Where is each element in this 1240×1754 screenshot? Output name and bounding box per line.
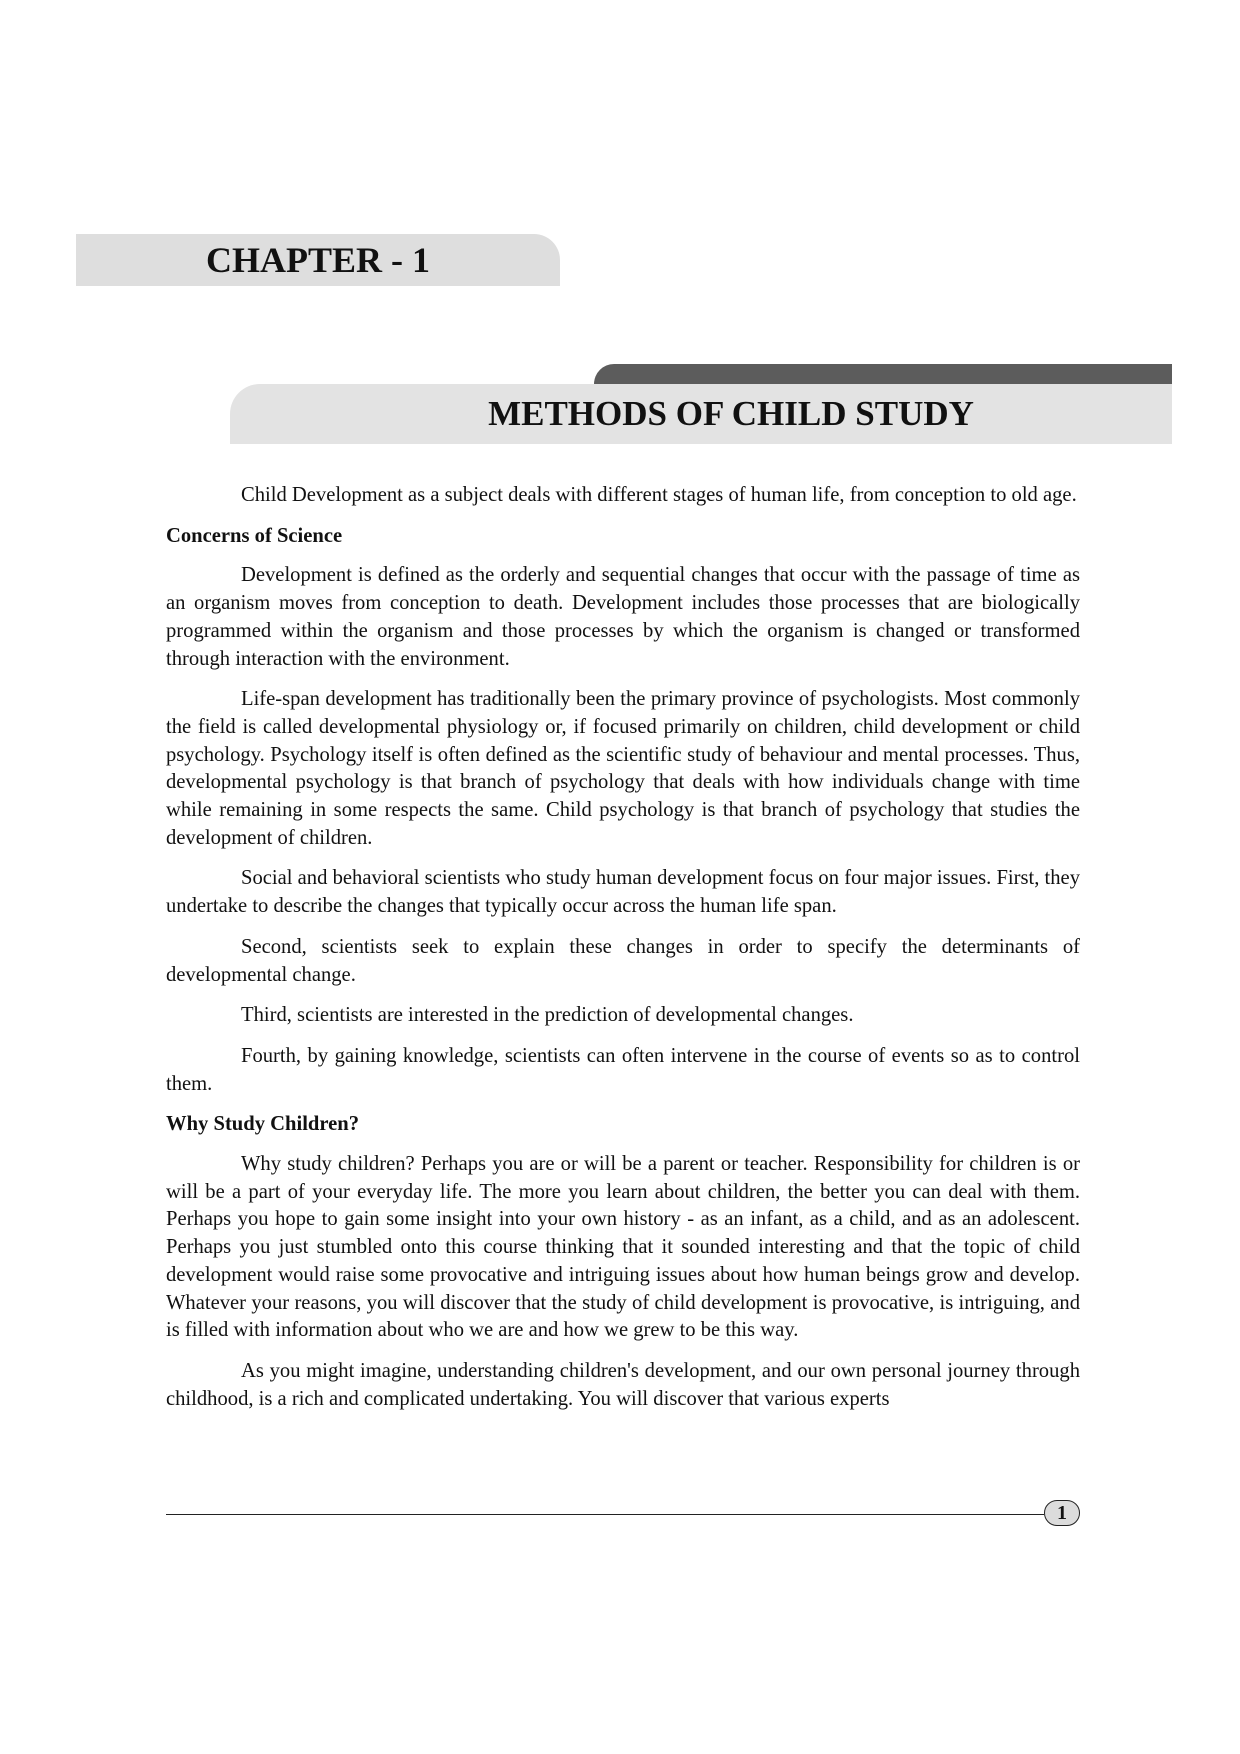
paragraph: Why study children? Perhaps you are or will be a parent or teacher. Responsibility for children is or will be a part of your everyday life. The more you learn about children, the better you can deal with them. Perhaps you hope to gain some insight into your own history - as an infant, as a child, and as an adolescent. Perhaps you just stumbled onto this course thinking that it sounded interesting and that the topic of child development would raise some provocative and intriguing issues about how human beings grow and develop. Whatever your reasons, you will discover that the study of child development is provocative, is intriguing, and is filled with information about who we are and how we grew to be this way. xyxy=(166,1153,1080,1342)
paragraph: Development is defined as the orderly and sequential changes that occur with the passage of time as an organism moves from conception to death. Development includes those processes that are biologically programmed within the organism and those processes by which the organism is changed or transformed through interaction with the environment. xyxy=(166,564,1080,670)
paragraph: As you might imagine, understanding children's development, and our own personal journey through childhood, is a rich and complicated undertaking. You will discover that various experts xyxy=(166,1359,1080,1410)
section-heading: Concerns of Science xyxy=(166,524,343,547)
paragraph: Fourth, by gaining knowledge, scientists can often intervene in the course of events so as to control them. xyxy=(166,1044,1080,1095)
paragraph: Second, scientists seek to explain these changes in order to specify the determinants of developmental change. xyxy=(166,935,1080,986)
paragraph: Life-span development has traditionally been the primary province of psychologists. Most commonly the field is called developmental physiology or, if focused primarily on children, child development or child psychology. Psychology itself is often defined as the scientific study of behaviour and mental processes. Thus, developmental psychology is that branch of psychology that deals with how individuals change with time while remaining in some respects the same. Child psychology is that branch of psychology that studies the development of children. xyxy=(166,688,1080,849)
section-heading: Why Study Children? xyxy=(166,1113,360,1136)
paragraph: Third, scientists are interested in the prediction of developmental changes. xyxy=(241,1004,854,1027)
page-number xyxy=(1044,1500,1080,1526)
paragraph: Social and behavioral scientists who study human development focus on four major issues. First, they undertake to describe the changes that typically occur across the human life span. xyxy=(166,867,1080,918)
chapter-label: CHAPTER - 1 xyxy=(206,240,430,280)
title-accent-bar xyxy=(594,364,1172,384)
body-text xyxy=(166,482,1080,1426)
footer-rule xyxy=(166,1514,1044,1515)
page-title: METHODS OF CHILD STUDY xyxy=(488,394,974,433)
page-number-text: 1 xyxy=(1057,1501,1067,1524)
intro-paragraph: Child Development as a subject deals with different stages of human life, from conception to old age. xyxy=(241,484,1077,506)
